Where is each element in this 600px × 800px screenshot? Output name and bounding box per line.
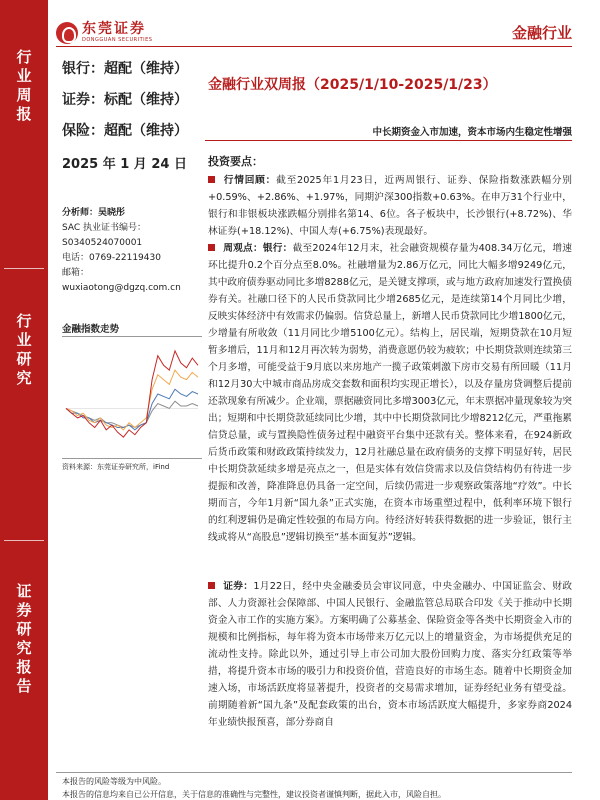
sac-label: SAC 执业证书编号： [62,223,147,233]
sidebar-char: 研 [16,620,32,638]
paragraph-securities [208,578,572,754]
paragraph-lead: 行情回顾： [223,175,277,186]
bullet-icon [208,176,215,183]
sidebar-char: 究 [16,369,32,387]
brand-logo [56,22,152,44]
chart-top-rule [62,336,202,337]
bullet-icon [208,582,215,589]
brand-name-en: DONGGUAN SECURITIES [82,37,153,43]
logo-icon [56,22,78,44]
sidebar-char: 告 [16,677,32,695]
sidebar-label-weekly-report [0,48,48,124]
paragraph-market-review [208,172,572,240]
rating-insurance: 保险：超配（维持） [62,123,188,139]
report-subtitle: 中长期资金入市加速，资本市场内生稳定性增强 [372,127,572,138]
paragraph-text: 截至2024年12月末，社会融资规模存量为408.34万亿元，增速环比提升0.2个百分点至8.0%。社融增量为2.86万亿元，同比大幅多增9249亿元，其中政府债券驱动同比多增8288亿元，是关键支撑项，或与地方政府加速发行置换债券有关。社融口径下的人民币贷款同比少增2685亿元，是连续第14个月同比少增，反映实体经济中有效需求仍偏弱。信贷总量上，新增人民币贷款同比少增1800亿元，少增量有所收敛（11月同比少增5100亿元）。结构上，居民端，短期贷款在10月短暂多增后，11月和12月再次转为弱势，消费意愿仍较为疲软；中长期贷款则连续第三个月多增，可能受益于9月底以来房地产一揽子政策刺激下房市交易有所回暖（11月和12月30大中城市商品房成交套数和面积均实现正增长），以及存量房贷调整后提前还款现象有所减少。企业端，票据融资同比多增3003亿元，年末票据冲量现象较为突出；短期和中长期贷款延续同比少增，其中中长期贷款同比少增8212亿元，严重拖累信贷总量，或与置换隐性债务过程中融资平台集中还款有关。整体来看，在924新政后货币政策和财政政策持续发力，12月社融总量在政府债务的支撑下明显好转，居民中长期贷款延续多增是亮点之一，但是实体有效信贷需求以及信贷结构仍有待进一步提振和改善，降准降息仍具备一定空间，后续仍需进一步观察政策落地“疗效”。中长期而言，今年1月新“国九条”正式实施，在资本市场重塑过程中，低利率环境下银行的红利逻辑仍是确定性较强的布局方向。待经济好转获得数据的进一步验证，银行主线或将从“高股息”逻辑切换至“基本面复苏”逻辑。 [208,243,572,543]
analyst-email-label: 邮箱： [62,268,90,278]
sidebar-char: 证 [16,582,32,600]
sidebar-label-industry-research [0,312,48,388]
paragraph-weekly-view [208,240,572,546]
chart-bottom-rule [62,458,202,459]
analyst-name: 分析师：吴晓彤 [62,208,126,218]
sidebar-label-securities-report [0,582,48,696]
sidebar-char: 行 [16,312,32,330]
chart-plot [62,338,202,450]
analyst-email[interactable]: wuxiaotong@dgzq.com.cn [62,283,181,293]
sidebar [0,0,48,800]
paragraph-text: 1月22日，经中央金融委员会审议同意，中央金融办、中国证监会、财政部、人力资源社会保障部、中国人民银行、金融监管总局联合印发《关于推动中长期资金入市工作的实施方案》。方案明确了公募基金、保险资金等各类中长期资金入市的规模和比例指标，每年将为资本市场带来万亿元以上的增量资金，为市场提供充足的流动性支持。除此以外，通过引导上市公司加大股份回购力度、落实分红政策等举措，将提升资本市场的吸引力和投资价值，营造良好的市场生态。随着中长期资金加速入场，市场活跃度将显著提升，投资者的交易需求增加，证券经纪业务有望受益。前期随着新“国九条”及配套政策的出台，资本市场活跃度大幅提升，多家券商2024年业绩快报预喜，部分券商自 [208,581,572,728]
sidebar-char: 周 [16,86,32,104]
sidebar-divider [4,540,44,541]
series-line-3 [66,389,198,430]
footer-disclaimer: 本报告的信息均来自已公开信息，关于信息的准确性与完整性，建议投资者谨慎判断，据此入市，风险自担。 [62,790,446,799]
analyst-phone: 电话：0769-22119430 [62,253,161,263]
sidebar-char: 行 [16,48,32,66]
industry-label: 金融行业 [511,24,572,42]
chart-title: 金融指数走势 [62,324,120,335]
analyst-info [62,206,181,296]
paragraph-text: 截至2025年1月23日，近两周银行、证券、保险指数涨跌幅分别+0.59%、+2.86%、+1.97%，同期沪深300指数+0.63%。在申万31个行业中，银行和非银板块涨跌幅分别排名第14、6位。各子板块中，长沙银行(+8.72%)、华林证券(+18.12%)、中国人寿(+6.75%)表现最好。 [208,175,572,237]
brand-name: 东莞证券 [82,21,146,37]
index-trend-chart [62,338,202,450]
rating-securities: 证券：标配（维持） [62,92,188,108]
sac-number: S0340524070001 [62,238,143,248]
footer-divider [56,772,572,773]
sidebar-char: 报 [16,658,32,676]
sidebar-char: 究 [16,639,32,657]
sidebar-char: 业 [16,67,32,85]
sidebar-char: 券 [16,601,32,619]
chart-source: 资料来源：东莞证券研究所，iFind [62,463,170,471]
sidebar-char: 研 [16,350,32,368]
paragraph-lead: 周观点：银行： [223,243,293,254]
subtitle-divider [205,140,572,141]
footer-risk-level: 本报告的风险等级为中风险。 [62,777,166,786]
series-line-2 [66,370,198,430]
series-line-4 [66,401,198,427]
sidebar-char: 报 [16,105,32,123]
series-line-1 [66,351,198,437]
sidebar-divider [4,268,44,269]
rating-bank: 银行：超配（维持） [62,61,188,77]
header-divider [56,46,572,47]
bullet-icon [208,244,215,251]
paragraph-lead: 证券： [223,581,254,592]
key-points-title: 投资要点： [208,155,263,168]
report-title: 金融行业双周报（2025/1/10-2025/1/23） [208,77,497,93]
report-date: 2025 年 1 月 24 日 [62,157,187,172]
sidebar-char: 业 [16,331,32,349]
